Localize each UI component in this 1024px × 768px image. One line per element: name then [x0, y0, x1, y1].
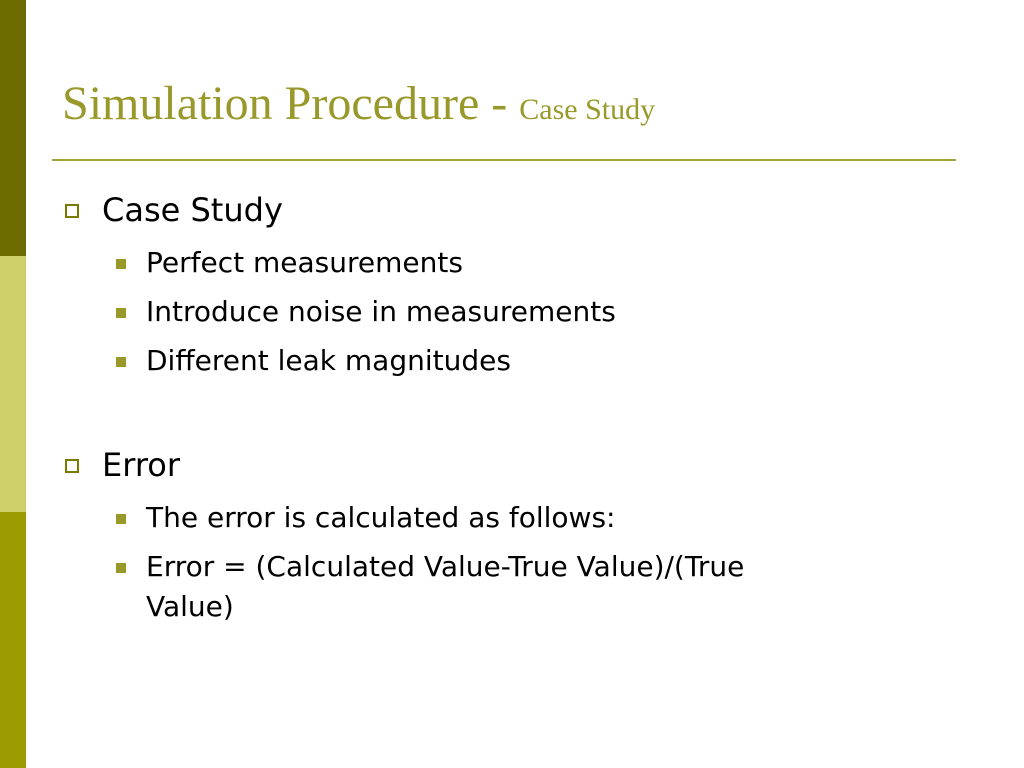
list-item: Different leak magnitudes — [146, 344, 511, 377]
list-item-continuation: Value) — [146, 590, 234, 623]
section-heading-case-study: Case Study — [102, 191, 283, 229]
square-bullet-icon — [116, 514, 126, 524]
square-bullet-icon — [116, 259, 126, 269]
square-bullet-icon — [116, 357, 126, 367]
square-bullet-icon — [116, 308, 126, 318]
list-item: Error = (Calculated Value-True Value)/(True — [146, 550, 745, 583]
hollow-square-bullet-icon — [65, 459, 79, 473]
list-item: Introduce noise in measurements — [146, 295, 616, 328]
hollow-square-bullet-icon — [65, 204, 79, 218]
square-bullet-icon — [116, 563, 126, 573]
slide-title-main: Simulation Procedure - — [62, 77, 520, 130]
list-item: Perfect measurements — [146, 246, 463, 279]
slide-title-subtitle: Case Study — [519, 93, 656, 126]
section-heading-error: Error — [102, 446, 180, 484]
list-item: The error is calculated as follows: — [146, 501, 616, 534]
